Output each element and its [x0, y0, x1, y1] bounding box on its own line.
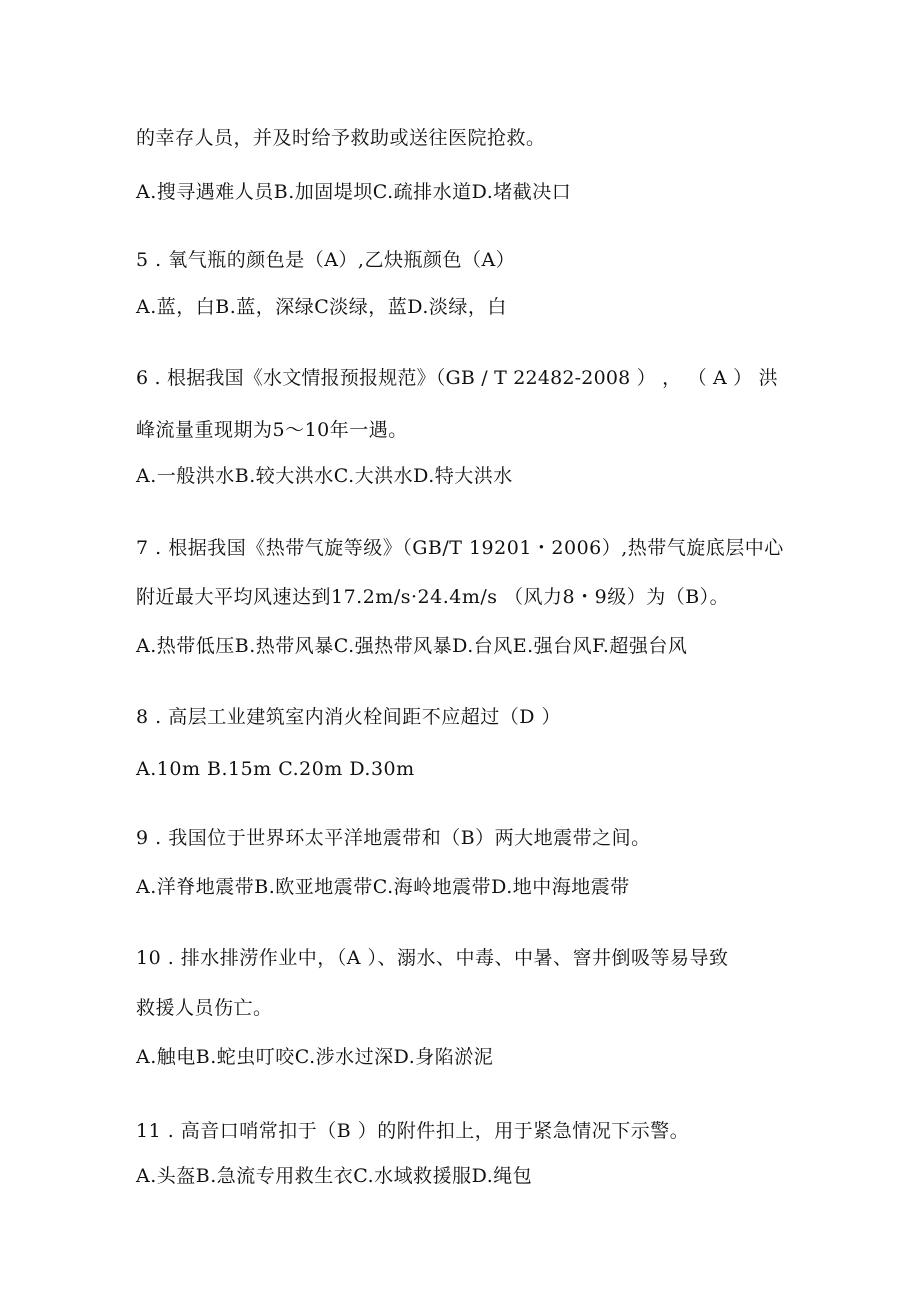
q7-question-line1: 7 . 根据我国《热带气旋等级》（GB/T 19201・2006）,热带气旋底层中心 — [136, 537, 784, 559]
q10-question-line1: 10 . 排水排涝作业中，（A ）、溺水、中毒、中暑、窨井倒吸等易导致 — [136, 947, 729, 969]
q5-options: A.蓝，白B.蓝，深绿C淡绿，蓝D.淡绿，白 — [136, 296, 507, 318]
q7-options: A.热带低压B.热带风暴C.强热带风暴D.台风E.强台风F.超强台风 — [136, 635, 688, 657]
q6-question-line2: 峰流量重现期为5～10年一遇。 — [136, 419, 408, 441]
q11-question: 11 . 高音口哨常扣于（B ）的附件扣上，用于紧急情况下示警。 — [136, 1120, 690, 1142]
q7-question-line2: 附近最大平均风速达到17.2m∕s·24.4m∕s （风力8・9级）为（B）。 — [136, 586, 730, 608]
q4-options: A.搜寻遇难人员B.加固堤坝C.疏排水道D.堵截决口 — [136, 181, 572, 203]
q10-options: A.触电B.蛇虫叮咬C.涉水过深D.身陷淤泥 — [136, 1046, 494, 1068]
q5-question: 5 . 氧气瓶的颜色是（A）,乙炔瓶颜色（A） — [136, 249, 516, 271]
q8-question: 8 . 高层工业建筑室内消火栓间距不应超过（D ） — [136, 706, 561, 728]
q8-options: A.10m B.15m C.20m D.30m — [136, 758, 415, 780]
q4-continuation: 的幸存人员，并及时给予救助或送往医院抢救。 — [136, 127, 546, 149]
q10-question-line2: 救援人员伤亡。 — [136, 997, 273, 1019]
q11-options: A.头盔B.急流专用救生衣C.水域救援服D.绳包 — [136, 1165, 533, 1187]
q9-options: A.洋脊地震带B.欧亚地震带C.海岭地震带D.地中海地震带 — [136, 876, 630, 898]
q6-question-line1: 6 . 根据我国《水文情报预报规范》（GB / T 22482-2008 ） ， （ A ） 洪 — [136, 367, 778, 389]
q9-question: 9 . 我国位于世界环太平洋地震带和（B）两大地震带之间。 — [136, 827, 651, 849]
q6-options: A.一般洪水B.较大洪水C.大洪水D.特大洪水 — [136, 465, 513, 487]
